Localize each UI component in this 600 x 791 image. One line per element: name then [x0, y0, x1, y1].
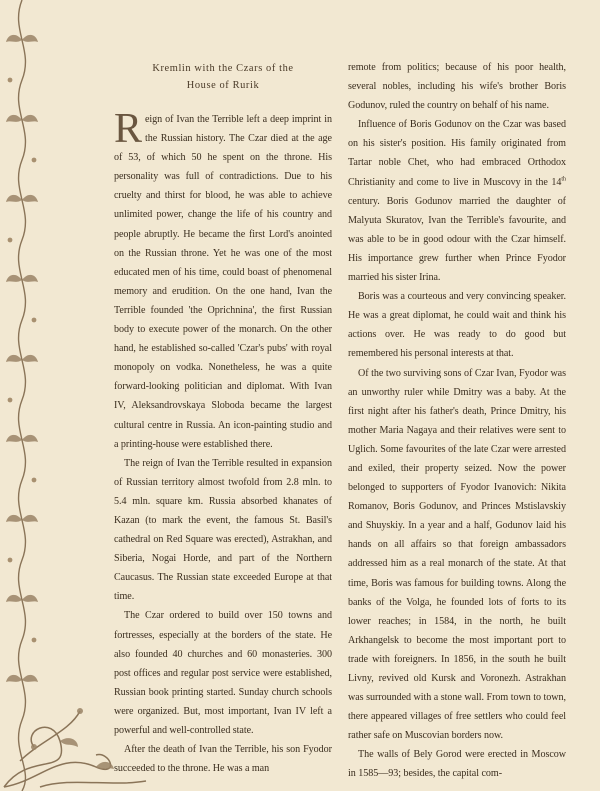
floral-border-ornament — [0, 0, 44, 791]
title-line-2: House of Rurik — [186, 80, 260, 91]
paragraph: The reign of Ivan the Terrible resulted in expansion of Russian territory almost twofold from 2.8 mln. to 5.4 mln. square km. Russia absorbed khanates of Kazan (to mark the event, the famous St. Basil's cathedral on Red Square was erected), Astrakhan, and Siberia, Nogai Horde, and part of the Northern Caucasus. The Russian state exceeded Europe at that time. — [114, 457, 332, 603]
paragraph: remote from politics; because of his poor health, several nobles, including his wife's brother Boris Godunov, ruled the country on behalf of his name. — [348, 62, 566, 112]
superscript: th — [561, 176, 566, 183]
article-title — [114, 60, 332, 94]
drop-cap: R — [114, 106, 142, 152]
paragraph — [114, 106, 332, 454]
paragraph: After the death of Ivan the Terrible, his son Fyodor succeeded to the throne. He was a man — [114, 744, 332, 775]
paragraph: Of the two surviving sons of Czar Ivan, Fyodor was an unworthy ruler while Dmitry was a baby. At the first night after his father's death, Prince Dmitry, his mother Maria Nagaya and their relatives were sent to Uglich. Some favourites of the late Czar were arrested and exiled, their property seized. Now the power belonged to supporters of Fyodor Ivanovich: Nikita Romanov, Boris Godunov, and Princes Mstislavskiy and Shuyskiy. In a year and a half, Godunov laid his hands on all affairs so that foreign ambassadors addressed him as a real monarch of the state. At that time, Boris was famous for building towns. Along the banks of the Volga, he founded lots of forts to its lower reaches; in 1584, in the north, he built Arkhangelsk to become the most important port to trade with foreigners. In 1856, in the south he built Livny, revived old Kursk and Voronezh. Astrakhan was surrounded with a stone wall. From town to town, there appeared villages of free settlers who could feel rather safe on Muscovian borders now. — [348, 367, 566, 742]
paragraph-text: century. Boris Godunov married the daughter of Malyuta Skuratov, Ivan the Terrible's favourite, and was able to be in good odour with the Czar himself. His importance grew further when Prince Fyodor married his sister Irina. — [348, 195, 566, 284]
paragraph — [348, 115, 566, 287]
paragraph-text: eign of Ivan the Terrible left a deep imprint in the Russian history. The Czar died at the age of 53, of which 50 he spent on the throne. His personality was full of contradictions. Due to his cruelty and thirst for blood, he was able to achieve unlimited power, change the life of his country and people abruptly. He became the first Lord's anointed on the Russian throne. Yet he was one of the most educated men of his time, could boast of phenomenal memory and erudition. On the one hand, Ivan the Terrible founded 'the Oprichnina', the first Russian body to execute power of the monarch. On the other hand, he established so-called 'Czar's pubs' with royal monopoly on vodka. Nonetheless, he was a quite forward-looking politician and diplomat. With Ivan IV, Aleksandrovskaya Sloboda became the largest cultural centre in Russia. An icon-painting studio and a printing-house were established there. — [114, 114, 332, 450]
paragraph: The walls of Bely Gorod were erected in Moscow in 1585—93; besides, the capital com- — [348, 749, 566, 780]
paragraph: The Czar ordered to build over 150 towns and fortresses, especially at the borders of the state. He also founded 40 churches and 60 monasteries. 300 post offices and regular post service were established, Russian book printing started. Sunday church schools were organized. But, most important, Ivan IV left a powerful and well-controlled state. — [114, 610, 332, 736]
title-line-1: Kremlin with the Czars of the — [152, 63, 294, 74]
article-spread — [114, 58, 566, 780]
paragraph: Boris was a courteous and very convincing speaker. He was a great diplomat, he could wait and think his actions over. He was ready to do good but remembered his personal interests at that. — [348, 291, 566, 360]
paragraph-text: Influence of Boris Godunov on the Czar was based on his sister's position. His family originated from Tartar noble Chet, who had embraced Orthodox Christianity and come to live in Muscovy in the 14 — [348, 119, 566, 188]
left-column — [114, 58, 332, 775]
right-column — [348, 58, 566, 780]
